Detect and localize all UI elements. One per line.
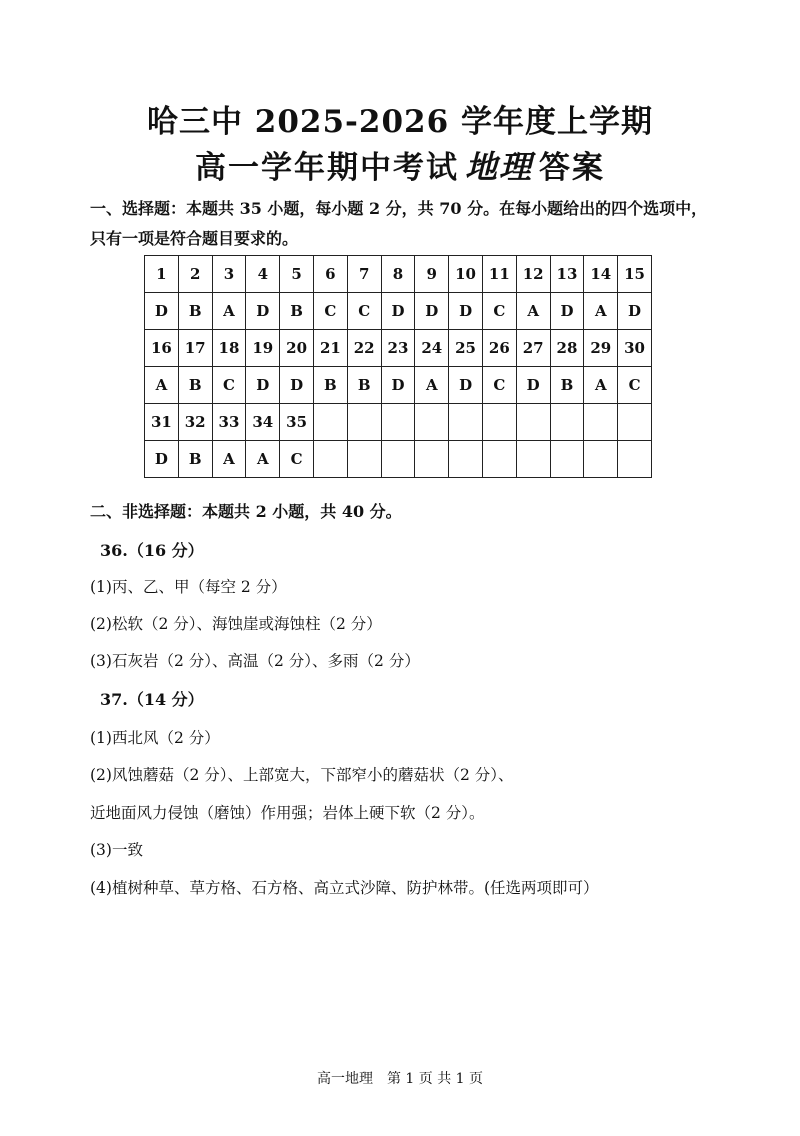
answer-key-cell: A: [246, 441, 280, 478]
answer-key-cell: B: [280, 293, 314, 330]
answer-key-cell: B: [313, 367, 347, 404]
section2-intro: 二、非选择题：本题共 2 小题，共 40 分。: [90, 502, 402, 521]
answer-key-cell: C: [347, 293, 381, 330]
q37-answer-line: (2)风蚀蘑菇（2 分）、上部宽大，下部窄小的蘑菇状（2 分）、: [90, 766, 514, 784]
answer-key-cell: D: [145, 293, 179, 330]
answer-key-row: [145, 367, 652, 404]
question-number-cell: 24: [415, 330, 449, 367]
q37-answer-line: (1)西北风（2 分）: [90, 729, 220, 747]
question-number-cell: [381, 404, 415, 441]
answer-key-cell: A: [584, 293, 618, 330]
answer-key-cell: [516, 441, 550, 478]
question-number-cell: 19: [246, 330, 280, 367]
question-number-cell: 4: [246, 256, 280, 293]
question-number-cell: 30: [618, 330, 652, 367]
answer-key-cell: C: [618, 367, 652, 404]
answer-key-row: [145, 441, 652, 478]
answer-key-cell: D: [449, 293, 483, 330]
answer-key-cell: A: [212, 441, 246, 478]
answer-key-cell: A: [212, 293, 246, 330]
question-number-cell: 8: [381, 256, 415, 293]
answer-key-cell: D: [381, 367, 415, 404]
answer-key-cell: D: [246, 293, 280, 330]
question-number-cell: 5: [280, 256, 314, 293]
page-footer: 高一地理 第 1 页 共 1 页: [316, 1071, 484, 1087]
answer-key-cell: [381, 441, 415, 478]
answer-key-cell: A: [145, 367, 179, 404]
answer-key-cell: C: [482, 293, 516, 330]
question-number-cell: 1: [145, 256, 179, 293]
question-number-cell: 11: [482, 256, 516, 293]
answer-key-cell: D: [415, 293, 449, 330]
question-number-cell: 15: [618, 256, 652, 293]
answer-key-cell: [584, 441, 618, 478]
q36-answer-line: (1)丙、乙、甲（每空 2 分）: [90, 578, 287, 596]
answer-key-cell: C: [482, 367, 516, 404]
question-number-cell: [550, 404, 584, 441]
q36-answer-line: (2)松软（2 分）、海蚀崖或海蚀柱（2 分）: [90, 615, 382, 633]
question-number-cell: [415, 404, 449, 441]
answer-key-cell: C: [280, 441, 314, 478]
q37-answer-line: (3)一致: [90, 841, 143, 859]
question-number-row: [145, 330, 652, 367]
answer-key-cell: B: [178, 441, 212, 478]
document-title: 哈三中 2025-2026 学年度上学期: [146, 104, 653, 140]
question-number-cell: 23: [381, 330, 415, 367]
question-number-row: [145, 404, 652, 441]
answer-key-row: [145, 293, 652, 330]
answer-key-cell: C: [212, 367, 246, 404]
question-number-cell: 3: [212, 256, 246, 293]
answer-key-cell: A: [415, 367, 449, 404]
answer-key-cell: D: [381, 293, 415, 330]
question-number-cell: 27: [516, 330, 550, 367]
answer-key-cell: [550, 441, 584, 478]
question-number-cell: 28: [550, 330, 584, 367]
question-number-cell: 6: [313, 256, 347, 293]
answer-key-cell: [347, 441, 381, 478]
answer-key-cell: D: [246, 367, 280, 404]
question-number-row: [145, 256, 652, 293]
question-number-cell: [516, 404, 550, 441]
q36-answer-line: (3)石灰岩（2 分）、高温（2 分）、多雨（2 分）: [90, 652, 420, 670]
question-number-cell: [449, 404, 483, 441]
subject-name: 地理: [464, 148, 533, 186]
answer-key-cell: D: [280, 367, 314, 404]
answer-key-cell: A: [516, 293, 550, 330]
document-subtitle: [0, 142, 800, 188]
answer-key-cell: A: [584, 367, 618, 404]
question-number-cell: 33: [212, 404, 246, 441]
answer-key-cell: D: [516, 367, 550, 404]
question-number-cell: 26: [482, 330, 516, 367]
question-number-cell: 17: [178, 330, 212, 367]
question-number-cell: [584, 404, 618, 441]
question-number-cell: 9: [415, 256, 449, 293]
answer-key-cell: B: [178, 293, 212, 330]
question-number-cell: [482, 404, 516, 441]
question-number-cell: 12: [516, 256, 550, 293]
question-number-cell: 29: [584, 330, 618, 367]
question-number-cell: 22: [347, 330, 381, 367]
answer-key-cell: B: [550, 367, 584, 404]
question-number-cell: 14: [584, 256, 618, 293]
question-number-cell: 25: [449, 330, 483, 367]
answer-key-cell: [618, 441, 652, 478]
question-number-cell: 10: [449, 256, 483, 293]
answer-key-cell: [449, 441, 483, 478]
answer-key-cell: D: [618, 293, 652, 330]
answer-key-cell: [313, 441, 347, 478]
question-number-cell: 18: [212, 330, 246, 367]
question-number-cell: 32: [178, 404, 212, 441]
answer-key-cell: D: [449, 367, 483, 404]
answer-table: [144, 255, 652, 478]
question-number-cell: 20: [280, 330, 314, 367]
question-number-cell: 7: [347, 256, 381, 293]
question-number-cell: 34: [246, 404, 280, 441]
answer-key-cell: [415, 441, 449, 478]
question-number-cell: 16: [145, 330, 179, 367]
answer-key-cell: B: [178, 367, 212, 404]
question-number-cell: 2: [178, 256, 212, 293]
answer-key-cell: C: [313, 293, 347, 330]
question-number-cell: 21: [313, 330, 347, 367]
question-number-cell: [347, 404, 381, 441]
subtitle-suffix: 答案: [539, 150, 605, 186]
subtitle-prefix: 高一学年期中考试: [194, 150, 459, 186]
question-37-heading: 37.（14 分）: [100, 690, 204, 709]
q37-answer-line: (4)植树种草、草方格、石方格、高立式沙障、防护林带。(任选两项即可）: [90, 879, 599, 897]
section1-intro: 一、选择题：本题共 35 小题，每小题 2 分，共 70 分。在每小题给出的四个选项中，只有一项是符合题目要求的。: [90, 199, 708, 248]
answer-key-cell: B: [347, 367, 381, 404]
question-number-cell: 13: [550, 256, 584, 293]
question-number-cell: 31: [145, 404, 179, 441]
answer-key-cell: D: [550, 293, 584, 330]
q37-answer-line: 近地面风力侵蚀（磨蚀）作用强；岩体上硬下软（2 分）。: [90, 804, 485, 822]
question-36-heading: 36.（16 分）: [100, 541, 204, 560]
question-number-cell: [618, 404, 652, 441]
answer-key-cell: [482, 441, 516, 478]
question-number-cell: 35: [280, 404, 314, 441]
question-number-cell: [313, 404, 347, 441]
answer-key-cell: D: [145, 441, 179, 478]
